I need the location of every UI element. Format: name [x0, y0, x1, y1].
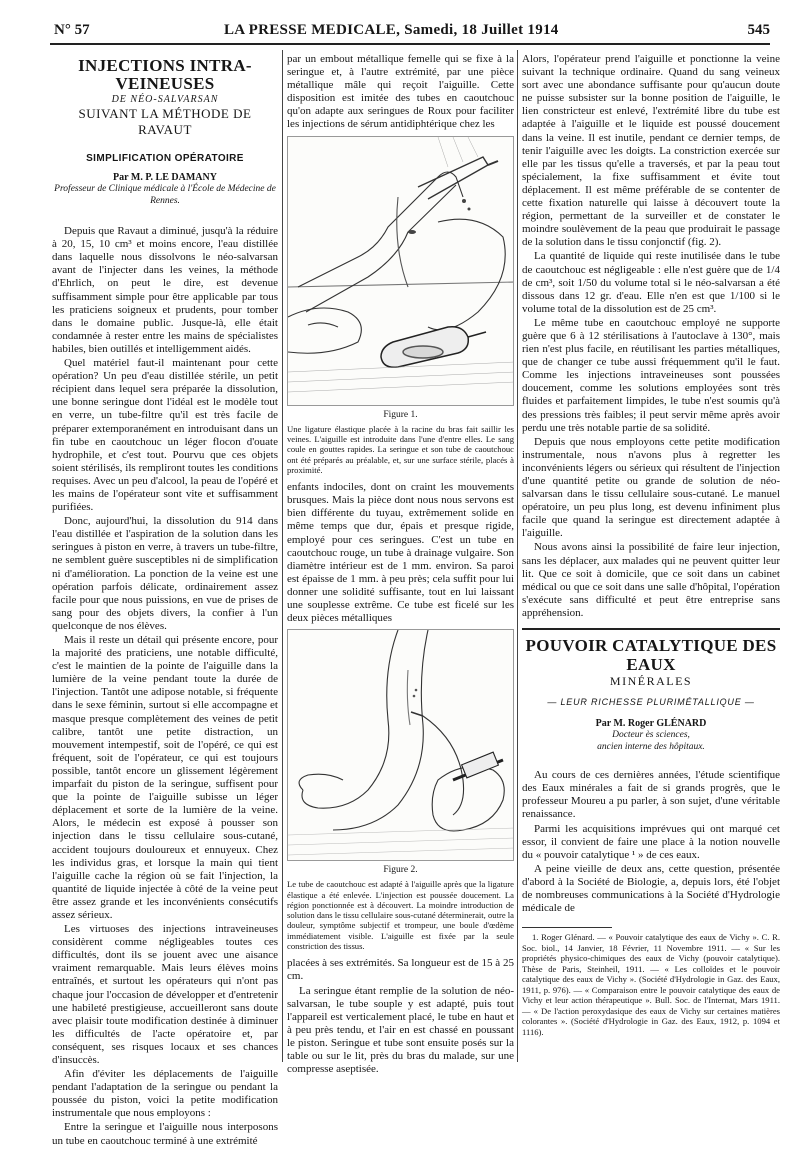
- paragraph: Alors, l'opérateur prend l'aiguille et ponctionne la veine suivant la technique ordinaire. Quand du sang veineux sort avec une abondance suffisante pour qu'aucun doute ne puisse subsister sur la bonne position de l'aiguille, le lien constricteur est enlevé, l'extrémité libre du tube est adaptée à l'aiguille et le liquide est poussé doucement dans la veine. Il est inutile, pendant ce dernier temps, de tenir l'aiguille avec les doigts. La constriction exercée sur elle par les tissus qu'elle a traversés, et par la peau tout spécialement, la fixe suffisamment et évite tout déplacement. Il est même préférable de se contenter de cette fixation naturelle qui laisse à découvert toute la région, permettant de la surveiller et de constater le moindre soulèvement de la peau que produirait le passage de la solution dans le tissu conjonctif (fig. 2).: [522, 53, 780, 249]
- column-3: [522, 53, 780, 1037]
- article-title: INJECTIONS INTRA-VEINEUSES: [78, 56, 252, 93]
- paragraph: Mais il reste un détail qui présente encore, pour la majorité des praticiens, une notable difficulté, c'est le maintien de la pointe de l'aiguille dans la lumière de la veine pendant toute la durée de l'injection. Tantôt une adipose notable, si fréquente dans le sexe féminin, surtout si elle accompagne et masque presque complètement des veines de petit calibre, tantôt une petite distraction, un mouvement intempestif, soit de l'opéré, ce qui est fréquent, soit de l'opérateur, ce qui est toujours possible, tantôt encore un glissement légèrement imparfait du piston de la seringue, suffisent pour que la pointe de l'aiguille subisse un léger déplacement et sorte de la lumière de la veine. Alors, le médecin est exposé à pousser son injection dans le tissu cellulaire sous-cutané, accident toujours douloureux et ennuyeux. Chez les individus gras, et lorsque la main qui tient l'aiguille cache la région où se fait l'injection, la quantité de liquide injectée à côté de la veine peut être assez grande et les inconvénients consécutifs assez sérieux.: [52, 634, 278, 921]
- footnote-rule: [522, 927, 612, 928]
- paragraph: Au cours de ces dernières années, l'étude scientifique des Eaux minérales a fait de si grands progrès, que le professeur Moureu a pu parler, à son sujet, d'une véritable renaissance.: [522, 769, 780, 821]
- paragraph: Parmi les acquisitions imprévues qui ont marqué cet essor, il convient de faire une place à la notion nouvelle du « pouvoir catalytique ¹ » de ces eaux.: [522, 822, 780, 861]
- article-tagline: — LEUR RICHESSE PLURIMÉTALLIQUE —: [547, 697, 755, 708]
- paragraph: Le même tube en caoutchouc employé ne supporte guère que 6 à 12 stérilisations à l'autoclave à 130°, mais rien n'est plus facile, en réutilisant les parties métalliques, que de changer ce tube aussi fréquemment qu'il le faut. Comme les injections intraveineuses sont poussées doucement, comme les solutions employées sont très fluides et parfaitement limpides, le tube n'est soumis qu'à des pressions très faibles; il peut servir même après avoir perdu une très notable partie de sa solidité.: [522, 316, 780, 434]
- article-title: POUVOIR CATALYTIQUE DES EAUX: [525, 636, 777, 675]
- arm-ligature-drawing: [288, 137, 514, 405]
- figure-2-caption: Figure 2.: [383, 865, 418, 876]
- article-subtitle: DE NÉO-SALVARSAN: [111, 94, 219, 105]
- column-1: [52, 53, 278, 1149]
- article-separator: [522, 628, 780, 630]
- paragraph: Quel matériel faut-il maintenant pour cette opération? Un peu d'eau distillée stérile, un petit récipient dans lequel sera préparée la dissolution, une bonne seringue dont l'idéal est le modèle tout en verre, un tube-filtre qu'il est très facile de préparer extemporanément en introduisant dans un fin tube en caoutchouc un léger flocon d'ouate hydrophile, et c'est tout. Pourvu que ces objets soient stérilisés, ils rempliront toutes les conditions requises. Avec un peu d'alcool, la peau de l'opéré et les mains de l'opérateur sont vite et suffisamment purifiées.: [52, 357, 278, 514]
- header-rule: [50, 43, 770, 45]
- paragraph: Entre la seringue et l'aiguille nous interposons un tube en caoutchouc terminé à une extrémité: [52, 1121, 278, 1147]
- paragraph: Depuis que Ravaut a diminué, jusqu'à la réduire à 20, 15, 10 cm³ et moins encore, l'eau distillée dans laquelle nous dissolvons le néo-salvarsan avant de l'injecter dans les veines, la méthode d'Ehrlich, on peut le dire, est devenue suffisamment simple pour être applicable par tous les praticiens soigneux et prudents, pour tomber dans le domaine public. Jusque-là, elle était condamnée à rester entre les mains de spécialistes habiles, bien outillés et intelligemment aidés.: [52, 225, 278, 355]
- section-heading: SIMPLIFICATION OPÉRATOIRE: [86, 153, 244, 164]
- author-role: Professeur de Clinique médicale à l'École de Médecine de Rennes.: [54, 184, 276, 206]
- paragraph: A peine vieille de deux ans, cette question, présentée d'abord à la Société de Biologie, a, depuis lors, été l'objet de nombreuses communications à la Société d'Hydrologie médicale de: [522, 862, 780, 915]
- article-subtitle: MINÉRALES: [609, 674, 693, 689]
- paragraph: Donc, aujourd'hui, la dissolution du 914 dans l'eau distillée et l'aspiration de la solution dans les seringues à piston en verre, à travers un tube-filtre, ne semblent guère susceptibles ni de simplification ni d'amélioration. La ponction de la veine est une opération parfois délicate, ordinairement assez facile pour que nous puissions, en vue de prises de sang pour des objets divers, la confier à l'un quelconque de nos élèves.: [52, 515, 278, 632]
- paragraph: par un embout métallique femelle qui se fixe à la seringue et, à l'autre extrémité, par une pièce métallique mâle qui reçoit l'aiguille. Cette disposition est imitée des tubes en caoutchouc qu'on adapte aux seringues de Roux pour faciliter les injections de sérum antidiphtérique chez les: [287, 53, 514, 131]
- injection-drawing: [288, 630, 514, 860]
- column-divider: [517, 50, 518, 1062]
- paragraph: Depuis que nous employons cette petite modification instrumentale, nous n'avons plus à regretter les inconvénients légers ou sérieux qui résultent de l'injection d'une quantité petite ou grande de solution de néo-salvarsan dans le tissu cellulaire sous-cutané. Le manuel opératoire, un peu plus long, est devenu infiniment plus facile que quand la seringue est directement adaptée à l'aiguille.: [522, 435, 780, 540]
- journal-title: LA PRESSE MEDICALE, Samedi, 18 Juillet 1914: [224, 22, 559, 38]
- paragraph: Nous avons ainsi la possibilité de faire leur injection, sans les déplacer, aux malades qui ne peuvent quitter leur lit. Que ce soit à domicile, que ce soit dans un cabinet médical ou que ce soit dans une salle d'hôpital, l'opération s'exécute sans difficulté et peut être entreprise sans appréhension.: [522, 541, 780, 619]
- column-2: [287, 53, 514, 1077]
- author-role: Docteur ès sciences,: [612, 730, 690, 741]
- paragraph: placées à ses extrémités. Sa longueur est de 15 à 25 cm.: [287, 957, 514, 983]
- figure-1-illustration: [287, 136, 514, 406]
- footnote-text: 1. Roger Glénard. — « Pouvoir catalytique des eaux de Vichy ». C. R. Soc. biol., 14 Janvier, 18 Février, 11 Novembre 1911. — « Sur les propriétés physico-chimiques des eaux de Vichy (pouvoir catalytique). Thèse de Paris, Steinheil, 1911. — « Les colloïdes et le pouvoir catalytique des eaux de Vichy ». (Société d'Hydrologie in Gaz. des Eaux, 1911, p. 976). — « Comparaison entre le pouvoir catalytique des eaux de Vichy et leur action thérapeutique ». Bull. Soc. de l'Internat, Mars 1911. — « De l'action peroxydasique des eaux de Vichy sur certaines matières colorantes ». (Société d'Hydrologie in Gaz. des Eaux, 1912, p. 1094 et 1116).: [522, 932, 780, 1037]
- article-method: SUIVANT LA MÉTHODE DE RAVAUT: [78, 106, 252, 137]
- figure-2-illustration: [287, 629, 514, 861]
- paragraph: Les virtuoses des injections intraveineuses considèrent comme négligeables toutes ces difficultés, dont ils se jouent avec une aisance vraiment remarquable. Mais leurs élèves moins entraînés, et surtout les opérateurs qui n'ont pas chaque jour l'occasion de développer et d'entretenir une habileté prestigieuse, accueilleront sans doute avec plaisir toute modification destinée à diminuer les difficultés de l'acte opératoire et, par conséquent, ses risques locaux et ses chances d'insuccès.: [52, 923, 278, 1066]
- running-header: [54, 22, 770, 42]
- column-divider: [282, 50, 283, 1062]
- paragraph: Afin d'éviter les déplacements de l'aiguille pendant l'adaptation de la seringue ou pendant la poussée du piston, voici la petite modification instrumentale que nous employons :: [52, 1068, 278, 1120]
- page-number: 545: [747, 22, 770, 38]
- figure-1-caption: Figure 1.: [383, 409, 418, 420]
- figure-1-legend: Une ligature élastique placée à la racine du bras fait saillir les veines. L'aiguille est introduite dans l'une d'entre elles. Le sang coule en gouttes rapides. La seringue et son tube de caoutchouc ont été préparés au préalable, et, sur une surface stérile, placés à proximité.: [287, 423, 514, 475]
- author-role: ancien interne des hôpitaux.: [597, 741, 705, 752]
- author-byline: Par M. P. LE DAMANY: [113, 172, 217, 184]
- paragraph: La quantité de liquide qui reste inutilisée dans le tube de caoutchouc est négligeable : elle n'est guère que de 1/4 de cm³, soit 1/50 du volume total si le néo-salvarsan a été dissous dans 12 gr. d'eau. Elle n'en est que 1/100 si le volume total de la dissolution est de 25 cm³.: [522, 250, 780, 315]
- figure-2-legend: Le tube de caoutchouc est adapté à l'aiguille après que la ligature élastique a été enlevée. L'injection est poussée doucement. La région ponctionnée est à découvert. La moindre introduction de solution dans le tissu cellulaire sous-cutané déterminerait, outre la douleur, symptôme subjectif et trompeur, une boule d'œdème immédiatement visible. L'aiguille est fixée par la seule constriction des tissus.: [287, 879, 514, 952]
- author-byline: Par M. Roger GLÉNARD: [595, 718, 707, 730]
- paragraph: enfants indociles, dont on craint les mouvements brusques. Mais la pièce dont nous nous servons est bien différente du tuyau, extrêmement solide en même temps que dur, épais et presque rigide, employé pour ces seringues. C'est un tube en caoutchouc rouge, un tube à drainage vulgaire. Son diamètre intérieur est de 1 mm. environ. Sa paroi est épaisse de 1 mm. à peu près; cela suffit pour lui donner une solidité suffisante, tout en lui laissant une souplesse extrême. Ce tube est ficelé sur les deux pièces métalliques: [287, 481, 514, 625]
- issue-number: N° 57: [54, 22, 90, 38]
- paragraph: La seringue étant remplie de la solution de néo-salvarsan, le tube souple y est adapté, puis tout l'appareil est verticalement placé, le tube en haut et à peu près tendu, et l'air en est chassé en poussant le piston. Seringue et tube sont ensuite posés sur la table ou sur le lit, près du bras du malade, sur une compresse aseptisée.: [287, 984, 514, 1076]
- footnote: [522, 932, 780, 1037]
